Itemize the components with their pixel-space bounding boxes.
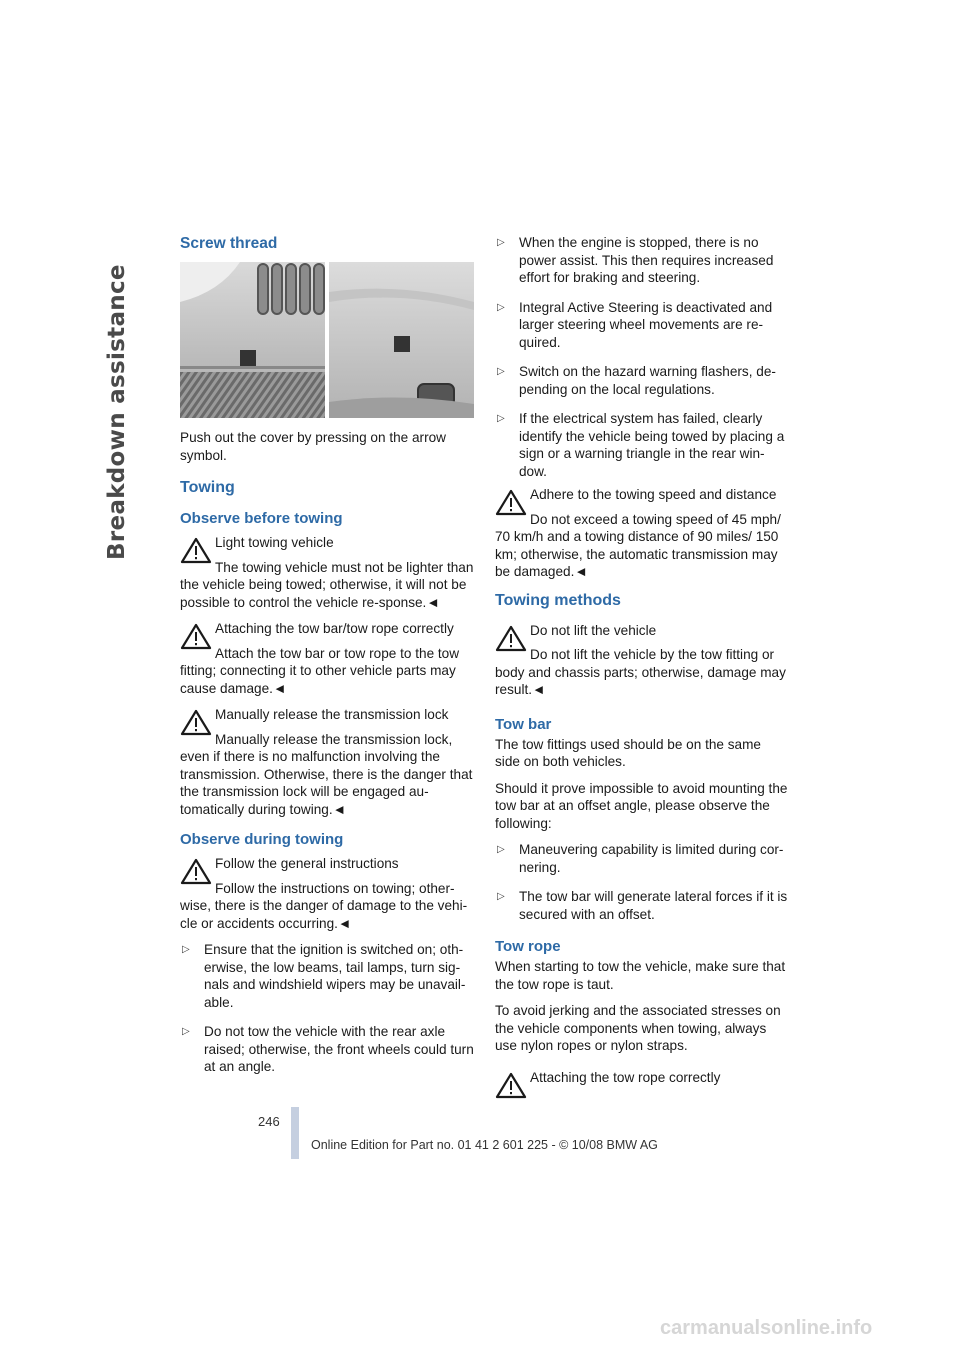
warning-towing-speed — [495, 486, 789, 581]
warning-title: Adhere to the towing speed and distance — [530, 487, 777, 502]
towing-heading: Towing — [180, 479, 235, 496]
warning-title: Attaching the tow rope correctly — [530, 1069, 721, 1085]
footer-divider — [291, 1107, 299, 1159]
screw-thread-heading: Screw thread — [180, 235, 278, 252]
warning-title: Attaching the tow bar/tow rope correctly — [215, 621, 454, 636]
towing-bullet-list-continued — [495, 234, 789, 480]
screw-thread-caption: Push out the cover by pressing on the arrow symbol. — [180, 430, 446, 463]
bullet-triangle-icon: ▷ — [497, 237, 505, 248]
bullet-triangle-icon: ▷ — [182, 1026, 190, 1037]
warning-triangle-icon — [180, 537, 212, 565]
tow-rope-paragraph: To avoid jerking and the associated stresses on the vehicle components when towing, always use nylon ropes or nylon straps. — [495, 1003, 781, 1053]
list-item: ▷ Maneuvering capability is limited during cor-nering. — [497, 842, 784, 875]
warning-triangle-icon — [495, 489, 527, 517]
observe-before-towing-heading: Observe before towing — [180, 510, 343, 527]
tow-rope-paragraph: When starting to tow the vehicle, make sure that the tow rope is taut. — [495, 959, 786, 992]
warning-text: Do not exceed a towing speed of 45 mph/ 70 km/h and a towing distance of 90 miles/ 150 km; otherwise, the automatic transmission may be damaged.◄ — [495, 511, 781, 579]
bullet-triangle-icon: ▷ — [497, 366, 505, 377]
right-column — [495, 234, 789, 1095]
side-section-title: Breakdown assistance — [104, 264, 130, 560]
list-item: ▷ When the engine is stopped, there is no power assist. This then requires increased effort for braking and steering. — [497, 235, 774, 285]
warning-attach-tow-bar — [180, 620, 474, 697]
warning-triangle-icon — [180, 858, 212, 886]
bullet-triangle-icon: ▷ — [497, 844, 505, 855]
bullet-triangle-icon: ▷ — [497, 413, 505, 424]
tow-bar-bullet-list — [495, 841, 789, 923]
warning-title: Follow the general instructions — [215, 856, 399, 871]
bullet-triangle-icon: ▷ — [182, 944, 190, 955]
warning-do-not-lift — [495, 622, 789, 699]
observe-during-towing-heading: Observe during towing — [180, 831, 344, 848]
warning-light-towing-vehicle — [180, 534, 474, 611]
tow-bar-paragraph: The tow fittings used should be on the same side on both vehicles. — [495, 736, 761, 769]
list-item: ▷ The tow bar will generate lateral forces if it is secured with an offset. — [497, 889, 788, 922]
list-item: ▷ Ensure that the ignition is switched on; oth-erwise, the low beams, tail lamps, turn sig-nals and windshield wipers may be unavail-able. — [182, 942, 466, 1010]
warning-triangle-icon — [495, 1072, 527, 1100]
list-item: ▷ Do not tow the vehicle with the rear axle raised; otherwise, the front wheels could turn at an angle. — [182, 1024, 474, 1074]
tow-rope-heading: Tow rope — [495, 938, 561, 955]
warning-text: The towing vehicle must not be lighter than the vehicle being towed; otherwise, it will not be possible to control the vehicle re-sponse.◄ — [180, 559, 474, 610]
edition-notice: Online Edition for Part no. 01 41 2 601 225 - © 10/08 BMW AG — [311, 1138, 658, 1152]
warning-title: Light towing vehicle — [215, 535, 334, 550]
list-item: ▷ Switch on the hazard warning flashers, de-pending on the local regulations. — [497, 364, 776, 397]
warning-triangle-icon — [180, 623, 212, 651]
warning-title: Manually release the transmission lock — [215, 707, 449, 722]
warning-transmission-lock — [180, 706, 474, 818]
tow-bar-heading: Tow bar — [495, 715, 552, 733]
left-column — [180, 234, 474, 1088]
bullet-triangle-icon: ▷ — [497, 891, 505, 902]
towing-bullet-list — [180, 941, 474, 1076]
screw-thread-photo — [180, 262, 474, 418]
tow-bar-paragraph: Should it prove impossible to avoid mounting the tow bar at an offset angle, please observe the following: — [495, 780, 788, 831]
watermark: carmanualsonline.info — [660, 1317, 873, 1339]
warning-text: Manually release the transmission lock, even if there is no malfunction involving the transmission. Otherwise, there is the danger that the transmission lock will be engaged au-tomatically during towing.◄ — [180, 731, 473, 817]
bullet-triangle-icon: ▷ — [497, 301, 505, 313]
warning-text: Attach the tow bar or tow rope to the tow fitting; connecting it to other vehicle parts may cause damage.◄ — [180, 645, 460, 696]
warning-general-instructions — [180, 855, 474, 932]
list-item: ▷ If the electrical system has failed, clearly identify the vehicle being towed by placing a sign or a warning triangle in the rear win-dow. — [497, 411, 785, 479]
list-item: ▷ Integral Active Steering is deactivated and larger steering wheel movements are re-quired. — [497, 299, 773, 350]
towing-methods-heading: Towing methods — [495, 591, 621, 609]
warning-attach-tow-rope — [495, 1069, 789, 1087]
warning-text: Follow the instructions on towing; other-wise, there is the danger of damage to the vehi-cle or accidents occurring.◄ — [180, 880, 468, 931]
warning-triangle-icon — [495, 625, 527, 653]
page-number: 246 — [258, 1114, 280, 1129]
warning-text: Do not lift the vehicle by the tow fitting or body and chassis parts; otherwise, damage may result.◄ — [495, 647, 786, 697]
warning-triangle-icon — [180, 709, 212, 737]
warning-title: Do not lift the vehicle — [530, 622, 657, 638]
